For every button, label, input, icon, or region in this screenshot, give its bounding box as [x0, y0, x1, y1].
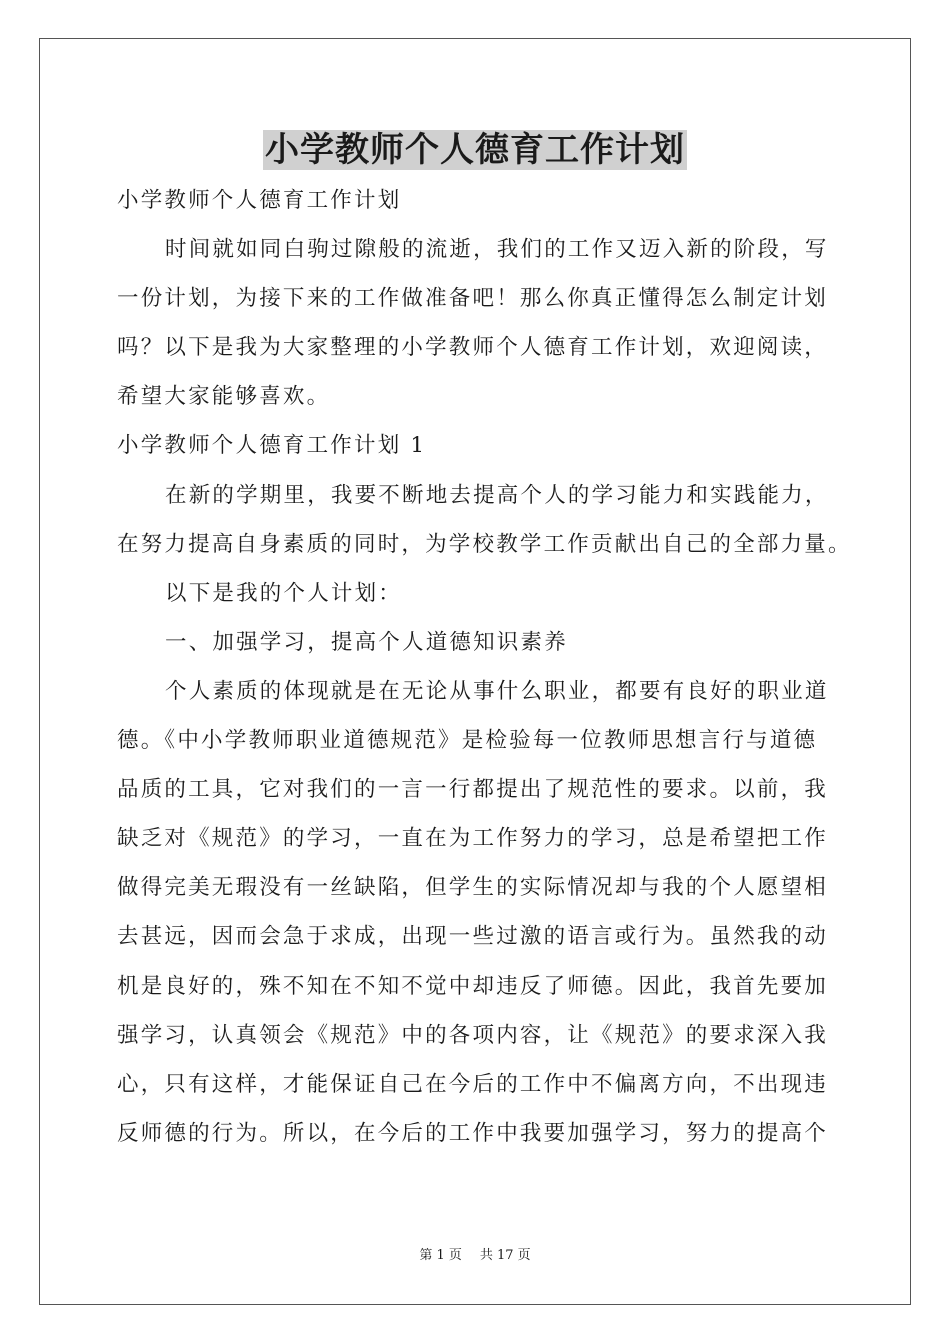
text-line: 德。《中小学教师职业道德规范》是检验每一位教师思想言行与道德: [117, 728, 818, 754]
document-body: [117, 176, 852, 1158]
text-line: 强学习，认真领会《规范》中的各项内容，让《规范》的要求深入我: [117, 1022, 829, 1048]
text-line: 反师德的行为。所以，在今后的工作中我要加强学习，努力的提高个: [117, 1120, 829, 1146]
text-line: 去甚远，因而会急于求成，出现一些过激的语言或行为。虽然我的动: [117, 924, 829, 950]
page-number: 第 1 页: [419, 1248, 462, 1263]
text-line: 小学教师个人德育工作计划: [117, 188, 402, 213]
page-footer: [0, 1246, 950, 1266]
text-line: 以下是我的个人计划：: [165, 580, 403, 606]
text-line: 时间就如同白驹过隙般的流逝，我们的工作又迈入新的阶段，写: [165, 237, 829, 263]
text-line: 品质的工具，它对我们的一言一行都提出了规范性的要求。以前，我: [117, 777, 829, 803]
document-title: [0, 124, 950, 176]
page-total: 共 17 页: [479, 1248, 531, 1263]
text-line: 在新的学期里，我要不断地去提高个人的学习能力和实践能力，: [165, 482, 829, 508]
text-line: 一、加强学习，提高个人道德知识素养: [165, 629, 568, 655]
text-line: 希望大家能够喜欢。: [117, 384, 331, 410]
text-line: 心，只有这样，才能保证自己在今后的工作中不偏离方向，不出现违: [117, 1071, 829, 1097]
text-line: 一份计划，为接下来的工作做准备吧！那么你真正懂得怎么制定计划: [117, 286, 829, 312]
text-line: 缺乏对《规范》的学习，一直在为工作努力的学习，总是希望把工作: [117, 826, 829, 852]
text-line: 在努力提高自身素质的同时，为学校教学工作贡献出自己的全部力量。: [117, 531, 852, 557]
text-line: 小学教师个人德育工作计划 1: [117, 433, 427, 459]
text-line: 吗？以下是我为大家整理的小学教师个人德育工作计划，欢迎阅读，: [117, 335, 829, 361]
text-line: 个人素质的体现就是在无论从事什么职业，都要有良好的职业道: [165, 678, 829, 704]
text-line: 机是良好的，殊不知在不知不觉中却违反了师德。因此，我首先要加: [117, 973, 829, 999]
document-title-text: 小学教师个人德育工作计划: [265, 130, 685, 170]
text-line: 做得完美无瑕没有一丝缺陷，但学生的实际情况却与我的个人愿望相: [117, 875, 829, 901]
